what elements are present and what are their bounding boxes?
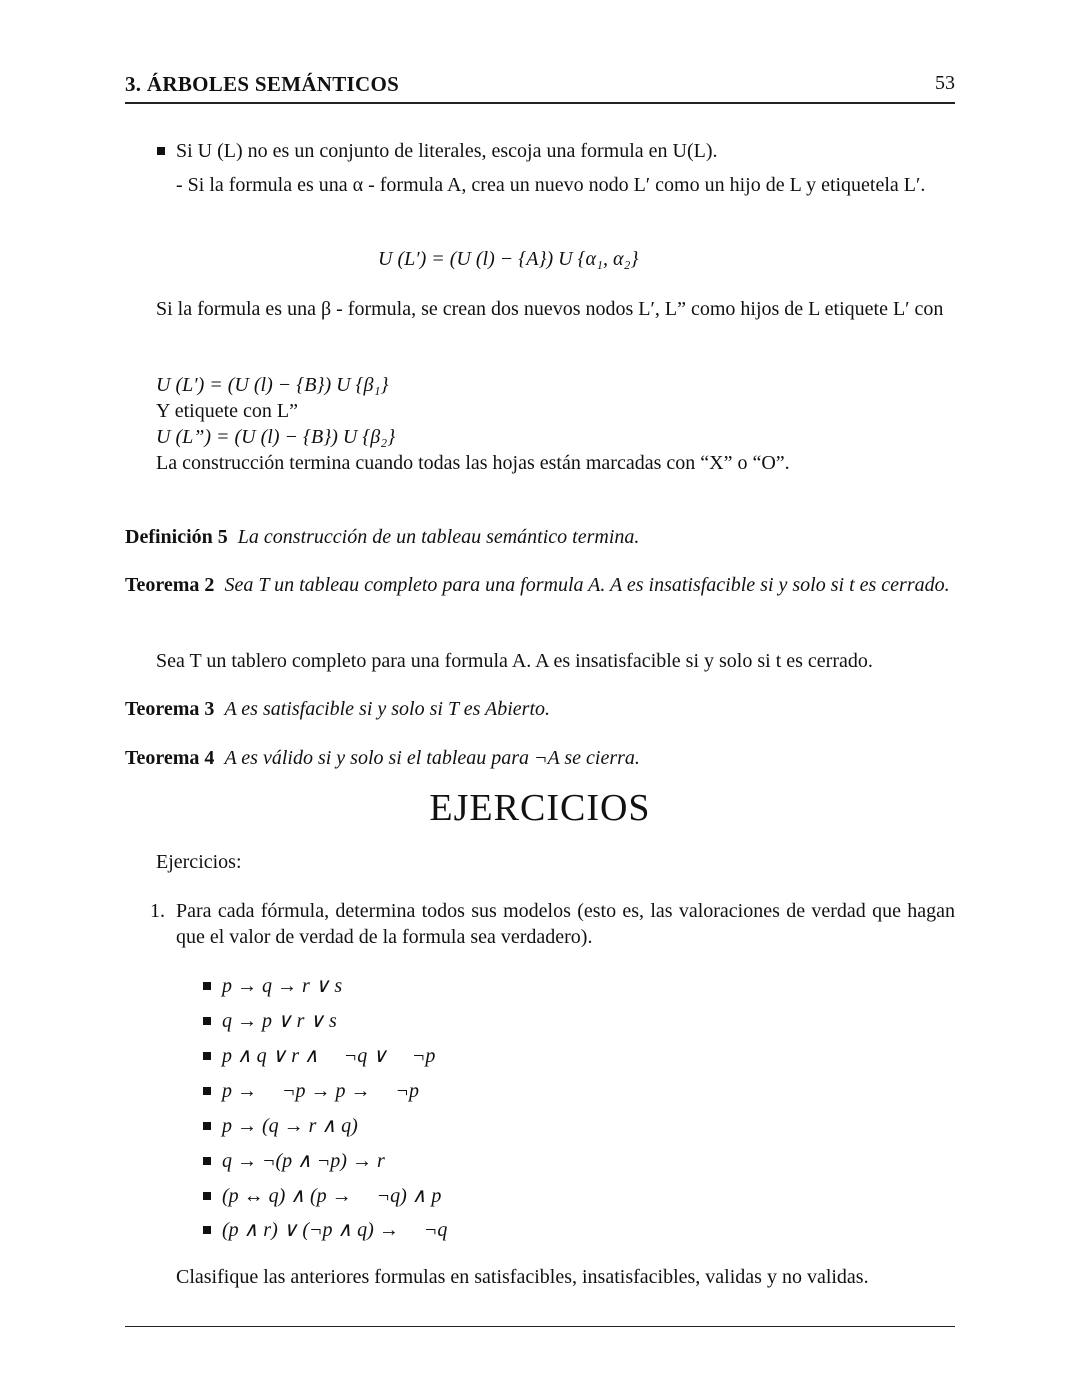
alpha-formula: U (L′) = (U (l) − {A}) U {α₁, α₂}	[378, 248, 639, 270]
formula-item: (p ∧ r) ∨ (¬p ∧ q) → ¬q	[222, 1219, 448, 1241]
beta-formula-1: U (L′) = (U (l) − {B}) U {β₁}	[156, 374, 389, 396]
beta-case-paragraph: Si la formula es una β - formula, se crean dos nuevos nodos L′, L” como hijos de L etiquete L′ con	[156, 298, 944, 320]
theorem-2-restated: Sea T un tablero completo para una formula A. A es insatisfacible si y solo si t es cerrado.	[156, 650, 873, 672]
theorem-text: A es satisfacible si y solo si T es Abierto.	[224, 698, 551, 720]
theorem-label: Teorema 4	[125, 747, 215, 769]
bullet-square-icon	[203, 1087, 211, 1095]
exercise-number: 1.	[150, 900, 165, 922]
bullet-square-icon	[157, 147, 165, 155]
formula-item: q → ¬(p ∧ ¬p) → r	[222, 1150, 385, 1172]
construction-end-text: La construcción termina cuando todas las hojas están marcadas con “X” o “O”.	[156, 452, 790, 474]
definition-5	[125, 524, 639, 550]
formula-item: p → q → r ∨ s	[222, 975, 343, 997]
formula-item: q → p ∨ r ∨ s	[222, 1010, 337, 1032]
theorem-label: Teorema 2	[125, 574, 215, 596]
exercises-intro: Ejercicios:	[156, 851, 242, 873]
beta-formula-2: U (L”) = (U (l) − {B}) U {β₂}	[156, 426, 396, 448]
classification-instruction: Clasifique las anteriores formulas en satisfacibles, insatisfacibles, validas y no validas.	[176, 1266, 869, 1288]
bullet-square-icon	[203, 1122, 211, 1130]
formula-item: p ∧ q ∨ r ∧ ¬q ∨ ¬p	[222, 1045, 436, 1067]
bullet-square-icon	[203, 1017, 211, 1025]
formula-item: p → ¬p → p → ¬p	[222, 1080, 419, 1102]
theorem-2	[125, 572, 955, 598]
bullet-square-icon	[203, 982, 211, 990]
theorem-3	[125, 696, 550, 722]
bullet-square-icon	[203, 1192, 211, 1200]
bullet-square-icon	[203, 1157, 211, 1165]
bullet-square-icon	[203, 1052, 211, 1060]
theorem-label: Teorema 3	[125, 698, 215, 720]
bullet-square-icon	[203, 1226, 211, 1234]
page-number: 53	[935, 72, 955, 94]
formula-item: (p ↔ q) ∧ (p → ¬q) ∧ p	[222, 1185, 442, 1207]
footer-rule	[125, 1326, 955, 1327]
exercise-1-text: Para cada fórmula, determina todos sus modelos (esto es, las valoraciones de verdad que hagan que el valor de verdad de la formula sea verdadero).	[176, 900, 955, 948]
definition-label: Definición 5	[125, 526, 228, 548]
running-header	[125, 72, 955, 104]
theorem-4	[125, 745, 640, 771]
theorem-text: Sea T un tableau completo para una formula A. A es insatisfacible si y solo si t es cerrado.	[224, 574, 950, 596]
definition-text: La construcción de un tableau semántico termina.	[237, 526, 640, 548]
algorithm-bullet-text: Si U (L) no es un conjunto de literales, escoja una formula en U(L).	[176, 140, 718, 162]
chapter-title: 3. ÁRBOLES SEMÁNTICOS	[125, 72, 400, 96]
alpha-case-text: - Si la formula es una α - formula A, crea un nuevo nodo L′ como un hijo de L y etiquetela L′.	[176, 174, 926, 196]
exercises-title: EJERCICIOS	[429, 787, 651, 829]
label-instruction: Y etiquete con L”	[156, 400, 298, 422]
formula-item: p → (q → r ∧ q)	[222, 1115, 358, 1137]
theorem-text: A es válido si y solo si el tableau para ¬A se cierra.	[224, 747, 640, 769]
